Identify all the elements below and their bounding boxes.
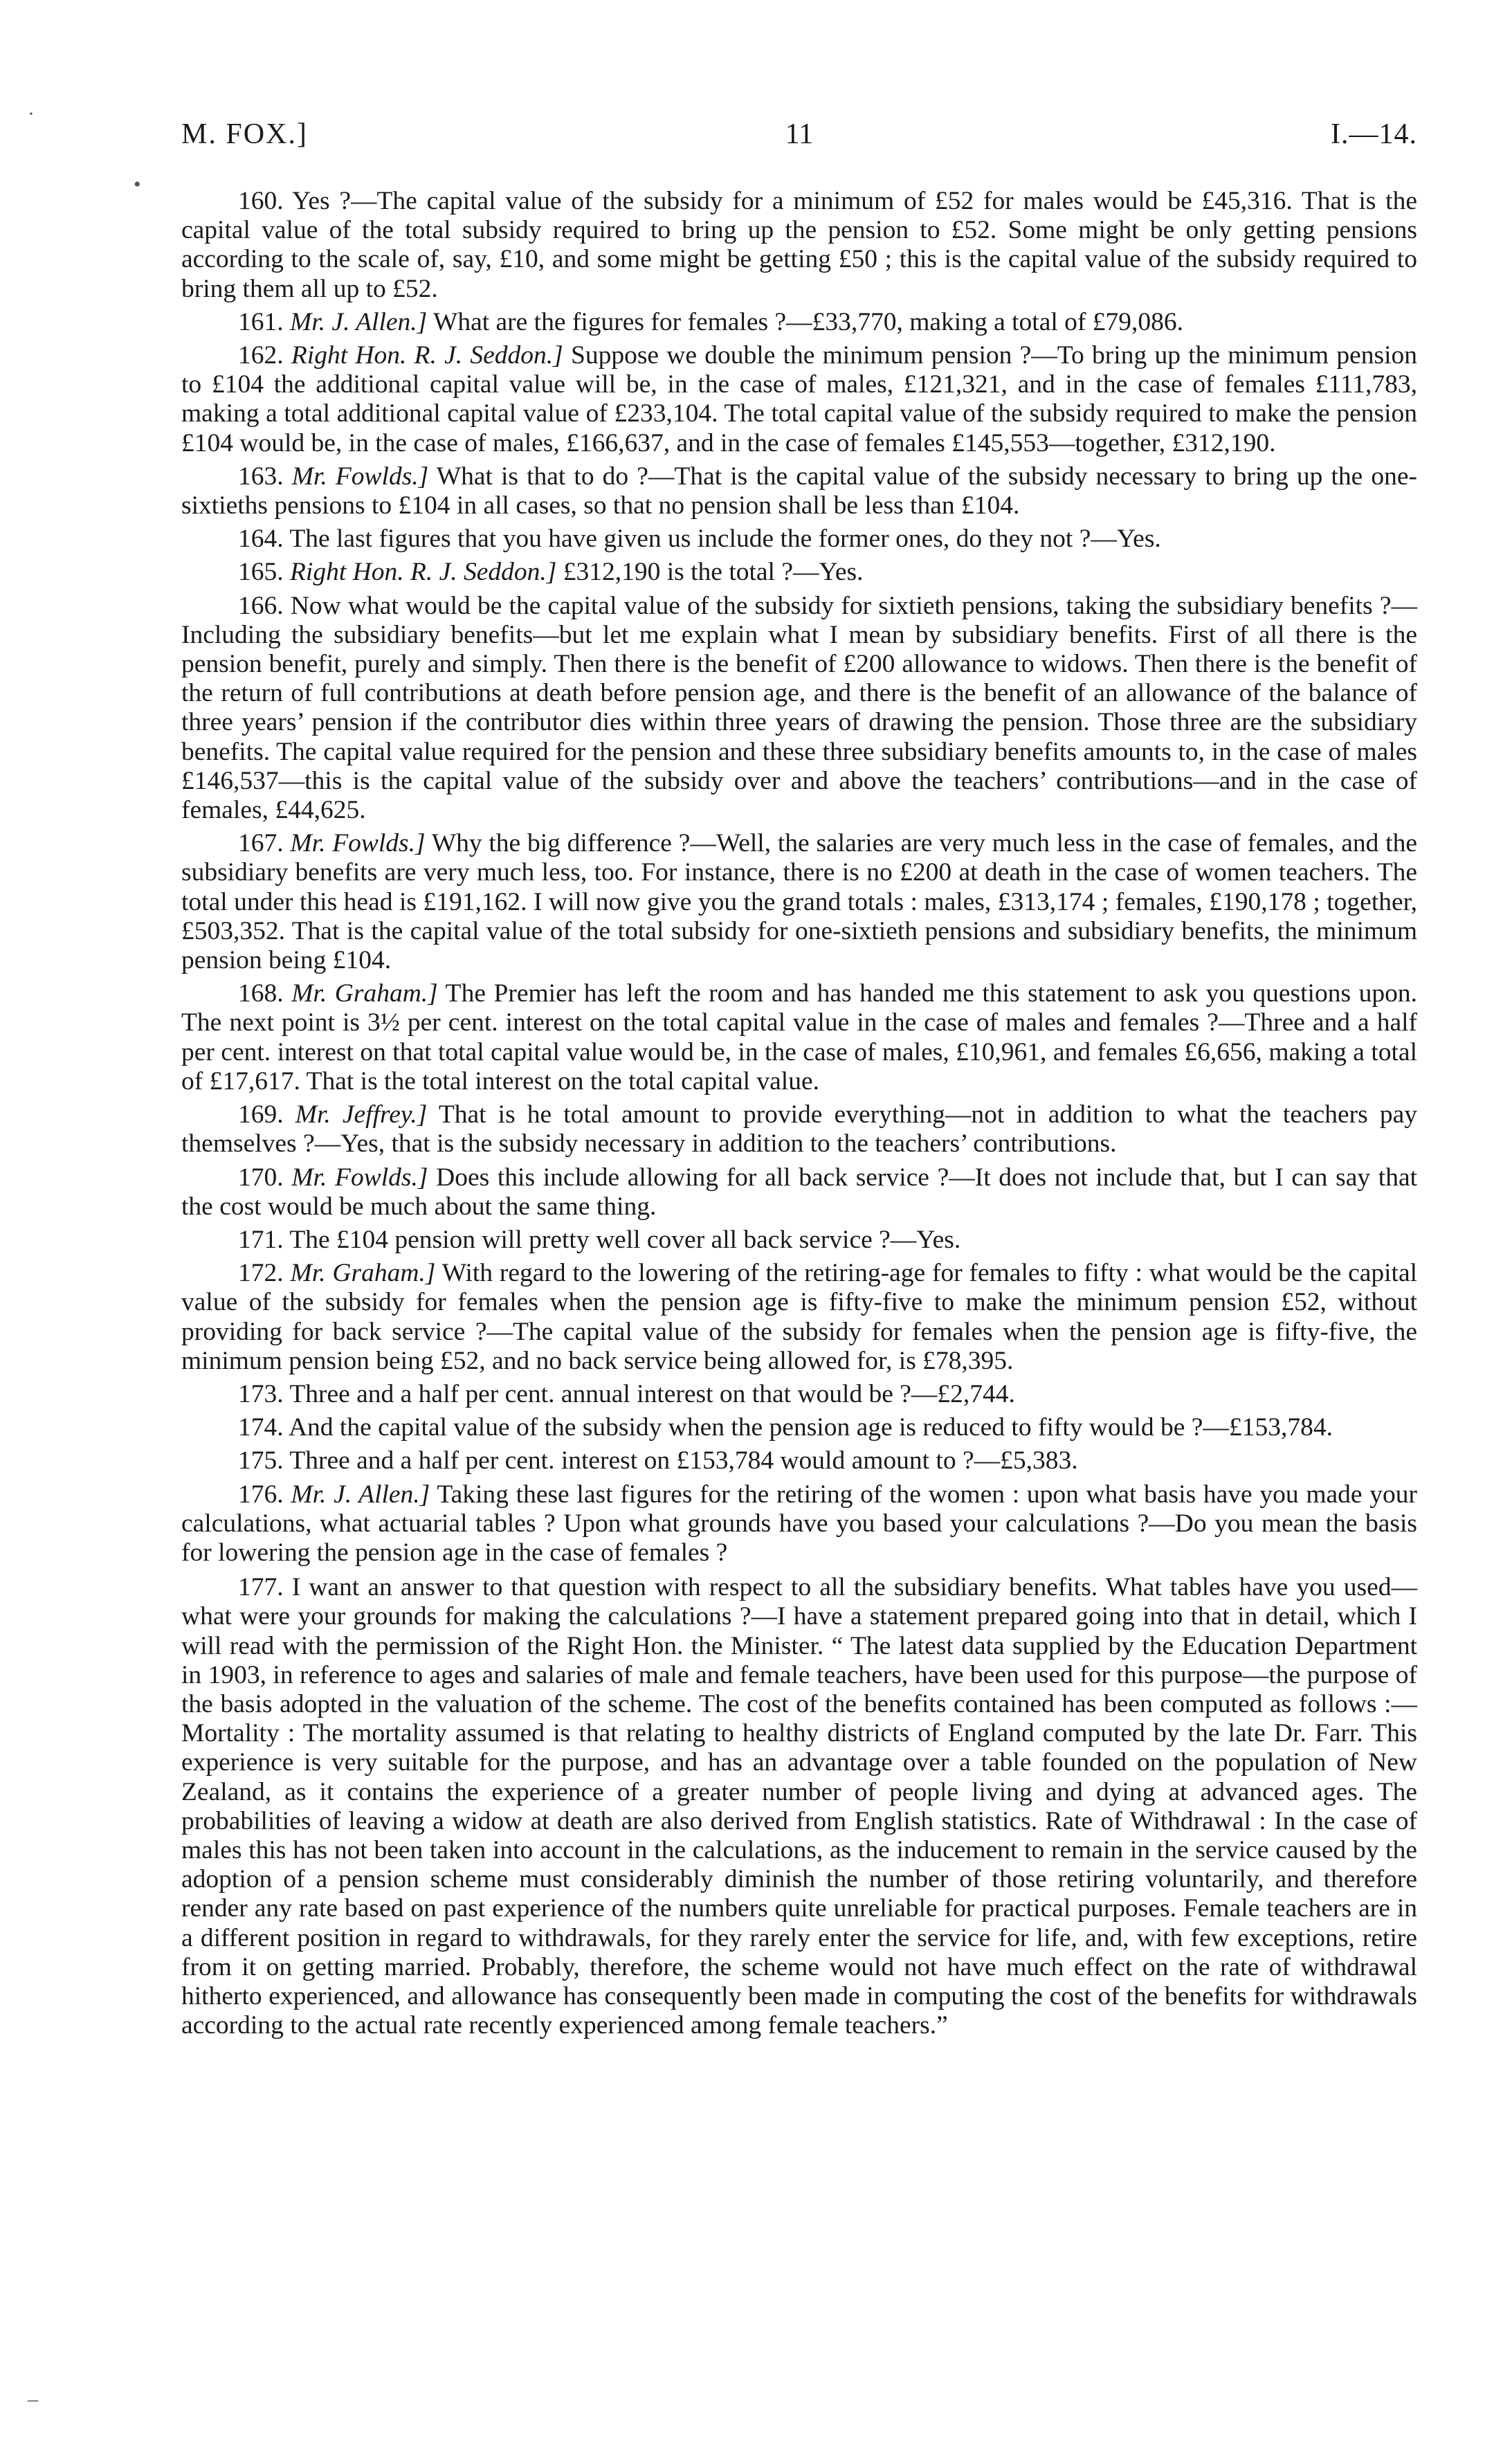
- paragraph: [181, 525, 1417, 554]
- paragraph-text: Taking these last figures for the retiring of the women : upon what basis have you made your calculations, what actuarial tables ? Upon what grounds have you based your calculations ?—Do you mean the basis for lowering the pension age in the case of females ?: [181, 1480, 1418, 1567]
- paragraph-text: Yes ?—The capital value of the subsidy for a minimum of £52 for males would be £45,316. That is the capital value of the total subsidy required to bring up the pension to £52. Some might be only getting pensions according to the scale of, say, £10, and some might be getting £50 ; this is the capital value of the subsidy required to bring them all up to £52.: [181, 187, 1417, 303]
- question-number: 170.: [238, 1163, 284, 1192]
- paragraph-text: And the capital value of the subsidy when the pension age is reduced to fifty would be ?—£153,784.: [288, 1413, 1333, 1442]
- question-number: 165.: [238, 558, 284, 587]
- paragraph-text: Suppose we double the minimum pension ?—To bring up the minimum pension to £104 the additional capital value will be, in the case of males, £121,321, and in the case of females £111,783, making a total additional capital value of £233,104. The total capital value of the subsidy required to make the pension £104 would be, in the case of males, £166,637, and in the case of females £145,553—together, £312,190.: [181, 341, 1417, 457]
- paragraph: [181, 558, 1417, 587]
- paragraph: [181, 187, 1417, 304]
- question-number: 162.: [238, 341, 284, 370]
- speaker: Mr. Fowlds.]: [290, 829, 426, 858]
- question-number: 177.: [238, 1573, 284, 1602]
- question-number: 166.: [238, 591, 284, 620]
- paragraph: [181, 1380, 1417, 1409]
- paragraph: [181, 1100, 1417, 1159]
- question-number: 164.: [238, 525, 284, 554]
- paragraph-text: That is he total amount to provide everything—not in addition to what the teachers pay themselves ?—Yes, that is the subsidy necessary in addition to the teachers’ contributions.: [181, 1100, 1417, 1159]
- paragraph: [181, 1163, 1417, 1222]
- paragraph: [181, 979, 1417, 1096]
- question-number: 168.: [238, 979, 284, 1008]
- speaker: Right Hon. R. J. Seddon.]: [291, 341, 563, 370]
- paragraph: [181, 1480, 1417, 1568]
- paragraph-text: The £104 pension will pretty well cover all back service ?—Yes.: [289, 1225, 961, 1254]
- question-number: 175.: [238, 1446, 284, 1475]
- paragraph-text: I want an answer to that question with respect to all the subsidiary benefits. What tables have you used—what were your grounds for making the calculations ?—I have a statement prepared going into that in detail, which I will read with the permission of the Right Hon. the Minister. “ The latest data supplied by the Education Department in 1903, in reference to ages and salaries of male and female teachers, have been used for this purpose—the purpose of the basis adopted in the valuation of the scheme. The cost of the benefits contained has been computed as follows :—Mortality : The mortality assumed is that relating to healthy districts of England computed by the late Dr. Farr. This experience is very suitable for the purpose, and has an advantage over a table founded on the population of New Zealand, as it contains the experience of a greater number of people living and dying at advanced ages. The probabilities of leaving a widow at death are also derived from English statistics. Rate of Withdrawal : In the case of males this has not been taken into account in the calculations, as the inducement to remain in the service caused by the adoption of a pension scheme must considerably diminish the number of those retiring voluntarily, and therefore render any rate based on past experience of the numbers quite unreliable for practical purposes. Female teachers are in a different position in regard to withdrawals, for they rarely enter the service for life, and, with few exceptions, retire from it on getting married. Probably, therefore, the scheme would not have much effect on the rate of withdrawal hitherto experienced, and allowance has consequently been made in computing the cost of the benefits for withdrawals according to the actual rate recently experienced among female teachers.”: [181, 1573, 1417, 2040]
- paragraph-text: What are the figures for females ?—£33,770, making a total of £79,086.: [432, 307, 1183, 336]
- speaker: Mr. Fowlds.]: [291, 462, 429, 491]
- question-number: 172.: [238, 1259, 284, 1288]
- paragraph: [181, 341, 1417, 458]
- speaker: Mr. Jeffrey.]: [295, 1100, 428, 1129]
- question-number: 161.: [238, 307, 284, 336]
- question-number: 176.: [238, 1480, 284, 1509]
- paragraph-text: With regard to the lowering of the retiring-age for females to fifty : what would be the capital value of the subsidy for females when the pension age is fifty-five to make the minimum pension £52, without providing for back service ?—The capital value of the subsidy for females when the pension age is fifty-five, the minimum pension being £52, and no back service being allowed for, is £78,395.: [181, 1259, 1418, 1375]
- paragraph-text: What is that to do ?—That is the capital value of the subsidy necessary to bring up the one-sixtieths pensions to £104 in all cases, so that no pension shall be less than £104.: [181, 462, 1417, 520]
- paragraph: [181, 1446, 1417, 1475]
- question-number: 171.: [238, 1225, 284, 1254]
- question-number: 163.: [238, 462, 284, 491]
- page-header: [181, 118, 1417, 159]
- question-number: 167.: [238, 829, 284, 858]
- paragraph: [181, 308, 1417, 337]
- speaker: Right Hon. R. J. Seddon.]: [290, 558, 557, 587]
- header-author: M. FOX.]: [181, 118, 308, 150]
- paragraph-text: £312,190 is the total ?—Yes.: [563, 558, 864, 587]
- question-number: 169.: [238, 1100, 284, 1129]
- paragraph-text: Three and a half per cent. annual interest on that would be ?—£2,744.: [289, 1379, 1015, 1408]
- margin-mark: •: [134, 173, 141, 196]
- paragraph: [181, 1573, 1417, 2040]
- speaker: Mr. Graham.]: [291, 979, 438, 1008]
- document-reference: I.—14.: [1331, 118, 1417, 150]
- paragraph: [181, 592, 1417, 826]
- margin-mark: ·: [28, 102, 35, 125]
- speaker: Mr. Graham.]: [290, 1259, 436, 1288]
- paragraph-text: Now what would be the capital value of the subsidy for sixtieth pensions, taking the subsidiary benefits ?—Including the subsidiary benefits—but let me explain what I mean by subsidiary benefits. First of all there is the pension benefit, purely and simply. Then there is the benefit of £200 allowance to widows. Then there is the benefit of the return of full contributions at death before pension age, and there is the benefit of an allowance of the balance of three years’ pension if the contributor dies within three years of drawing the pension. Those three are the subsidiary benefits. The capital value required for the pension and these three subsidiary benefits amounts to, in the case of males £146,537—this is the capital value of the subsidy over and above the teachers’ contributions—and in the case of females, £44,625.: [181, 591, 1418, 825]
- speaker: Mr. J. Allen.]: [290, 307, 428, 336]
- paragraph: [181, 462, 1417, 520]
- paragraph-text: The Premier has left the room and has handed me this statement to ask you questions upon. The next point is 3½ per cent. interest on the total capital value in the case of males and females ?—Three and a half per cent. interest on that total capital value would be, in the case of males, £10,961, and females £6,656, making a total of £17,617. That is the total interest on the total capital value.: [181, 979, 1417, 1096]
- paragraph: [181, 829, 1417, 975]
- question-number: 173.: [238, 1379, 284, 1408]
- paragraph: [181, 1226, 1417, 1255]
- question-number: 160.: [238, 187, 284, 215]
- paragraph-text: The last figures that you have given us include the former ones, do they not ?—Yes.: [289, 525, 1161, 554]
- paragraph-text: Why the big difference ?—Well, the salaries are very much less in the case of females, and the subsidiary benefits are very much less, too. For instance, there is no £200 at death in the case of women teachers. The total under this head is £191,162. I will now give you the grand totals : males, £313,174 ; females, £190,178 ; together, £503,352. That is the capital value of the total subsidy for one-sixtieth pensions and subsidiary benefits, the minimum pension being £104.: [181, 829, 1417, 975]
- paragraph-text: Three and a half per cent. interest on £153,784 would amount to ?—£5,383.: [289, 1446, 1078, 1475]
- paragraph: [181, 1259, 1417, 1376]
- speaker: Mr. J. Allen.]: [291, 1480, 430, 1509]
- page-number: 11: [785, 118, 814, 150]
- question-number: 174.: [238, 1413, 284, 1442]
- paragraph-text: Does this include allowing for all back service ?—It does not include that, but I can say that the cost would be much about the same thing.: [181, 1163, 1418, 1221]
- body-text: [181, 187, 1417, 2044]
- speaker: Mr. Fowlds.]: [291, 1163, 428, 1192]
- paragraph: [181, 1413, 1417, 1442]
- margin-mark: –: [28, 2388, 38, 2410]
